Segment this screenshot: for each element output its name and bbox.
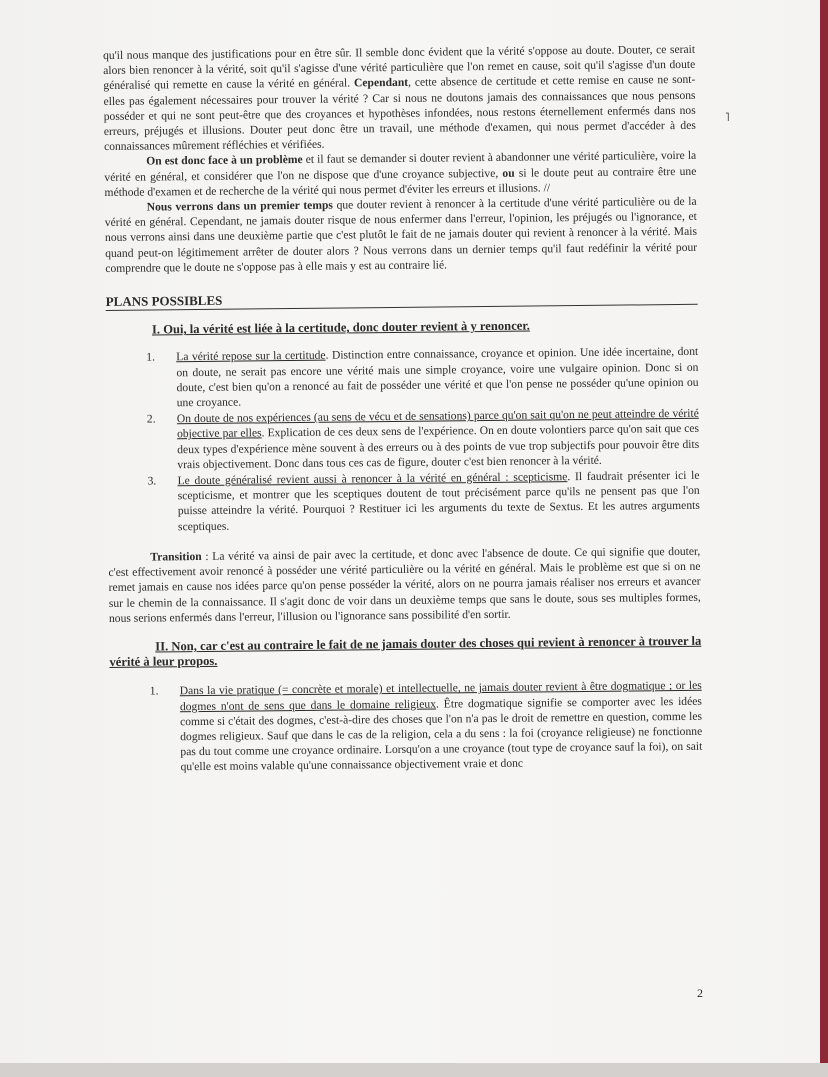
section-1-title: I. Oui, la vérité est liée à la certitude, donc douter revient à y renoncer. <box>151 318 530 337</box>
section-2-list <box>110 678 703 775</box>
list-item: 3. Le doute généralisé revient aussi à renoncer à la vérité en général : scepticisme. Il faudrait présenter ici le scepticisme, et montrer que les sceptiques doutent de tout précisément parce qu'ils ne pensent pas que l'on puisse atteindre la vérité. Pourquoi ? Restituer ici les arguments du texte de Sextus. Et les autres arguments sceptiques. <box>147 468 700 533</box>
list-item: 1. La vérité repose sur la certitude. Distinction entre connaissance, croyance et opinion. Une idée incertaine, dont on doute, ne serait pas encore une vérité mais une simple croyance, voire une vulgaire opinion. Donc si on doute, c'est bien qu'on a renoncé au fait de posséder une vérité et que l'on pense ne posséder qu'une opinion ou une croyance. <box>146 345 699 410</box>
margin-mark: ˥ <box>725 110 730 124</box>
intro-paragraph-2: On est donc face à un problème et il faut se demander si douter revient à abandonner une vérité particulière, voire la vérité en général, et considérer que l'on ne dispose que d'une croyance subjective, ou si le doute peut au contraire être une méthode d'examen et de recherche de la vérité qui nous permet d'éviter les erreurs et illusions. // <box>104 149 697 199</box>
list-item: 1. Dans la vie pratique (= concrète et morale) et intellectuelle, ne jamais douter revient à être dogmatique ; or les dogmes n'ont de sens que dans le domaine religieux. Être dogmatique signifie se comporter avec les idées comme si c'était des dogmes, c'est-à-dire des choses que l'on n'a pas le droit de remettre en question, comme les dogmes religieux. Sauf que dans le cas de la religion, cela a du sens : la foi (croyance religieuse) ne fonctionne pas du tout comme une croyance ordinaire. Lorsqu'on a une croyance (tout type de croyance sauf la foi), on sait qu'elle est moins valable qu'une connaissance objectivement vraie et donc <box>149 679 703 774</box>
list-item: 2. On doute de nos expériences (au sens de vécu et de sensations) parce qu'on sait qu'on ne peut atteindre de vérité objective par elles. Explication de ces deux sens de l'expérience. On en doute volontiers parce qu'on sait que ces deux types d'expérience mène souvent à des erreurs ou à des points de vue trop subjectifs pour pouvoir être dits vrais objectivement. Donc dans tous ces cas de figure, douter c'est bien renoncer à la vérité. <box>146 407 700 472</box>
intro-paragraph-3: Nous verrons dans un premier temps que douter revient à renoncer à la certitude d'une vérité particulière ou de la vérité en général. Cependant, ne jamais douter risque de nous enfermer dans l'erreur, l'opinion, les préjugés ou l'ignorance, et nous verrons ainsi dans une deuxième partie que c'est plutôt le fait de ne jamais douter qui revient à renoncer à la vérité. Mais quand peut-on légitimement arrêter de douter alors ? Nous verrons dans un dernier temps qu'il faut redéfinir la vérité pour comprendre que le doute ne s'oppose pas à elle mais y est au contraire lié. <box>104 194 698 275</box>
right-edge-strip <box>820 0 828 1077</box>
page-number: 2 <box>697 986 703 1000</box>
section-2-title: II. Non, car c'est au contraire le fait de ne jamais douter des choses qui revient à renoncer à trouver la vérité à leur propos. <box>109 633 702 670</box>
bottom-edge <box>0 1063 828 1077</box>
document-body <box>103 42 703 777</box>
intro-paragraph-1: qu'il nous manque des justifications pour en être sûr. Il semble donc évident que la vérité s'oppose au doute. Douter, ce serait alors bien renoncer à la vérité, soit qu'il s'agisse d'une vérité particulière que l'on remet en cause, soit qu'il s'agisse d'un doute généralisé qui remette en cause la vérité en général. Cependant, cette absence de certitude et cette remise en cause ne sont-elles pas également nécessaires pour trouver la vérité ? Car si nous ne doutons jamais des connaissances que nous pensons posséder et qui ne sont peut-être que des croyances et hypothèses infondées, nous restons éternellement enfermés dans nos erreurs, préjugés et illusions. Douter peut donc être un travail, une méthode d'examen, qui nous permet d'accéder à des connaissances mûrement réfléchies et vérifiées. <box>103 42 696 154</box>
section-1-list <box>106 344 700 535</box>
transition-paragraph: Transition : La vérité va ainsi de pair avec la certitude, et donc avec l'absence de doute. Ce qui signifie que douter, c'est effectivement avoir renoncé à posséder une vérité particulière ou la vérité en général. Mais le problème est que si on ne remet jamais en cause nos idées parce qu'on pense posséder la vérité, alors on ne pourra jamais réaliser nos erreurs et avancer sur le chemin de la connaissance. Il s'agit donc de voir dans un deuxième temps que sans le doute, sous ses multiples formes, nous serions enfermés dans l'erreur, l'illusion ou l'ignorance sans possibilité d'en sortir. <box>108 544 701 625</box>
plans-heading: PLANS POSSIBLES <box>106 288 698 311</box>
